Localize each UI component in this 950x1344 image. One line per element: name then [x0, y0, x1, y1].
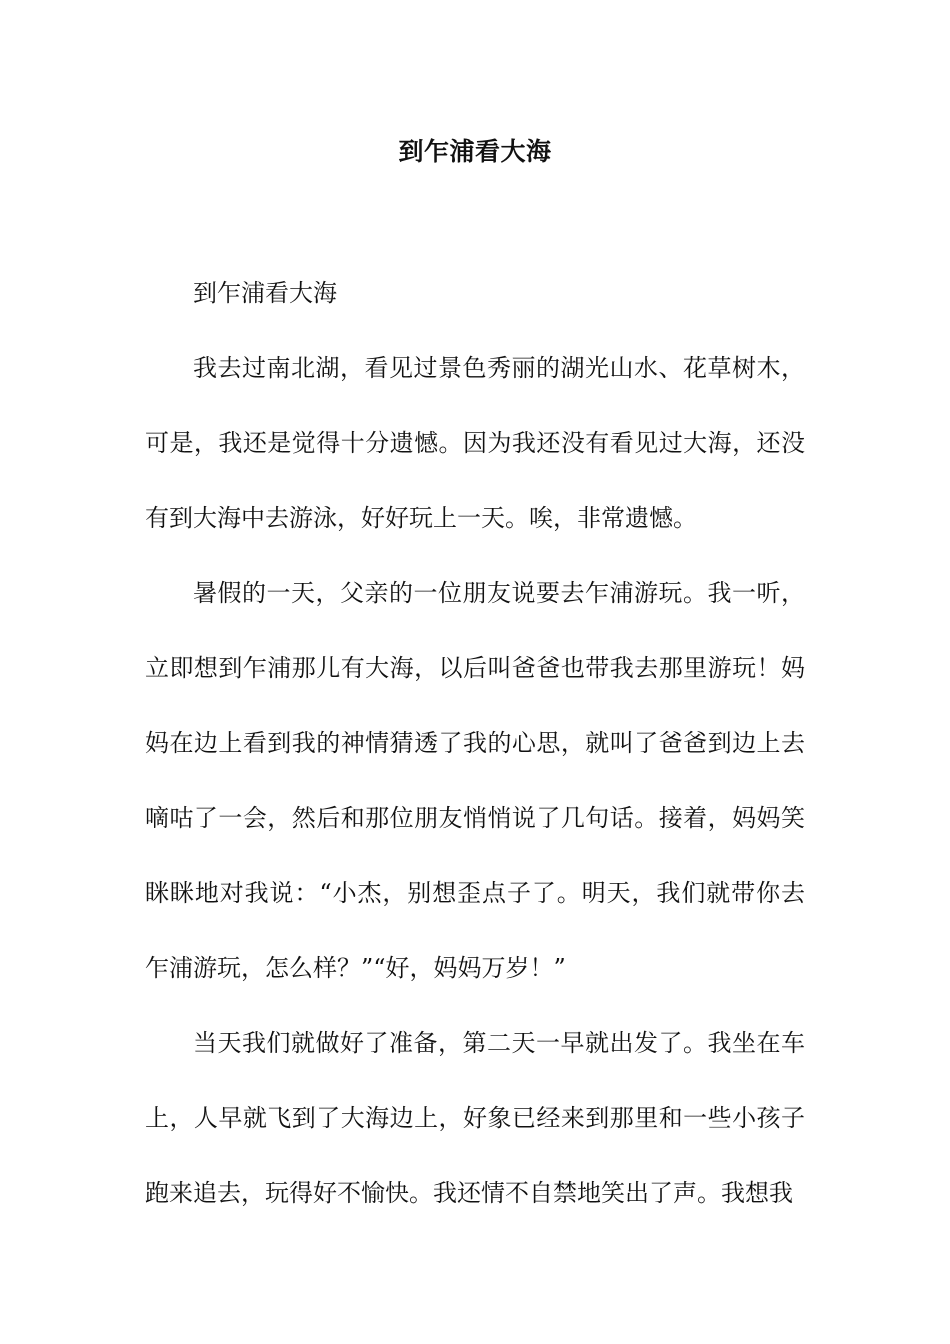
document-title: 到乍浦看大海: [398, 137, 552, 166]
paragraph: 暑假的一天，父亲的一位朋友说要去乍浦游玩。我一听，立即想到乍浦那儿有大海，以后叫爸爸也带我去那里游玩！妈妈在边上看到我的神情猜透了我的心思，就叫了爸爸到边上去嘀咕了一会，然后和那位朋友悄悄说了几句话。接着，妈妈笑眯眯地对我说：“小杰，别想歪点子了。明天，我们就带你去乍浦游玩，怎么样？”“好，妈妈万岁！”: [145, 579, 805, 982]
paragraph: 我去过南北湖，看见过景色秀丽的湖光山水、花草树木，可是，我还是觉得十分遗憾。因为我还没有看见过大海，还没有到大海中去游泳，好好玩上一天。唉，非常遗憾。: [145, 354, 805, 532]
paragraph: 当天我们就做好了准备，第二天一早就出发了。我坐在车上，人早就飞到了大海边上，好象已经来到那里和一些小孩子跑来追去，玩得好不愉快。我还情不自禁地笑出了声。我想我: [145, 1029, 805, 1207]
document-body: [145, 256, 805, 1231]
paragraph-heading: 到乍浦看大海: [193, 279, 337, 307]
